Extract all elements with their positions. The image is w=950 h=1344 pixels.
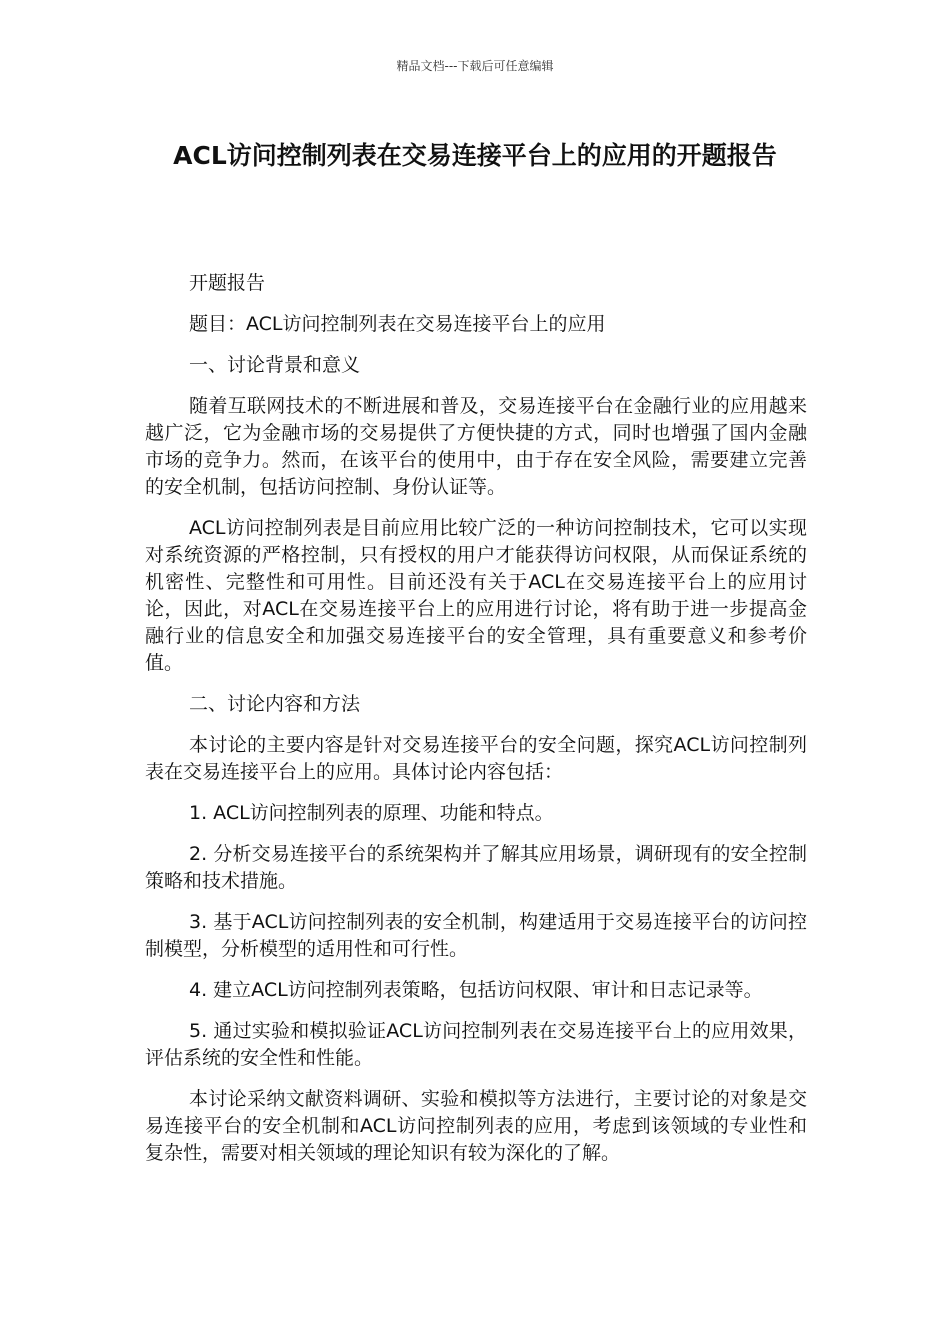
paragraph-report-label: 开题报告 — [189, 272, 266, 294]
document-title: ACL访问控制列表在交易连接平台上的应用的开题报告 — [173, 141, 777, 170]
section-heading-content-method: 二、讨论内容和方法 — [189, 693, 361, 715]
section-heading-background: 一、讨论背景和意义 — [189, 354, 361, 376]
paragraph-topic: 题目：ACL访问控制列表在交易连接平台上的应用 — [189, 313, 606, 335]
document-body — [145, 270, 807, 1181]
list-item-3: 3. 基于ACL访问控制列表的安全机制，构建适用于交易连接平台的访问控制模型，分析模型的适用性和可行性。 — [145, 911, 807, 960]
list-item-4: 4. 建立ACL访问控制列表策略，包括访问权限、审计和日志记录等。 — [189, 979, 763, 1001]
list-item-2: 2. 分析交易连接平台的系统架构并了解其应用场景，调研现有的安全控制策略和技术措施。 — [145, 843, 807, 892]
paragraph-background-2: ACL访问控制列表是目前应用比较广泛的一种访问控制技术，它可以实现对系统资源的严格控制，只有授权的用户才能获得访问权限，从而保证系统的机密性、完整性和可用性。目前还没有关于ACL在交易连接平台上的应用讨论，因此，对ACL在交易连接平台上的应用进行讨论，将有助于进一步提高金融行业的信息安全和加强交易连接平台的安全管理，具有重要意义和参考价值。 — [145, 517, 807, 674]
paragraph-content-intro: 本讨论的主要内容是针对交易连接平台的安全问题，探究ACL访问控制列表在交易连接平台上的应用。具体讨论内容包括： — [145, 734, 807, 783]
paragraph-method: 本讨论采纳文献资料调研、实验和模拟等方法进行，主要讨论的对象是交易连接平台的安全机制和ACL访问控制列表的应用，考虑到该领域的专业性和复杂性，需要对相关领域的理论知识有较为深化的了解。 — [145, 1088, 807, 1164]
list-item-5: 5. 通过实验和模拟验证ACL访问控制列表在交易连接平台上的应用效果，评估系统的安全性和性能。 — [145, 1020, 807, 1069]
header-note: 精品文档---下载后可任意编辑 — [396, 59, 554, 73]
list-item-1: 1. ACL访问控制列表的原理、功能和特点。 — [189, 802, 554, 824]
paragraph-background-1: 随着互联网技术的不断进展和普及，交易连接平台在金融行业的应用越来越广泛，它为金融市场的交易提供了方便快捷的方式，同时也增强了国内金融市场的竞争力。然而，在该平台的使用中，由于存在安全风险，需要建立完善的安全机制，包括访问控制、身份认证等。 — [145, 395, 807, 498]
